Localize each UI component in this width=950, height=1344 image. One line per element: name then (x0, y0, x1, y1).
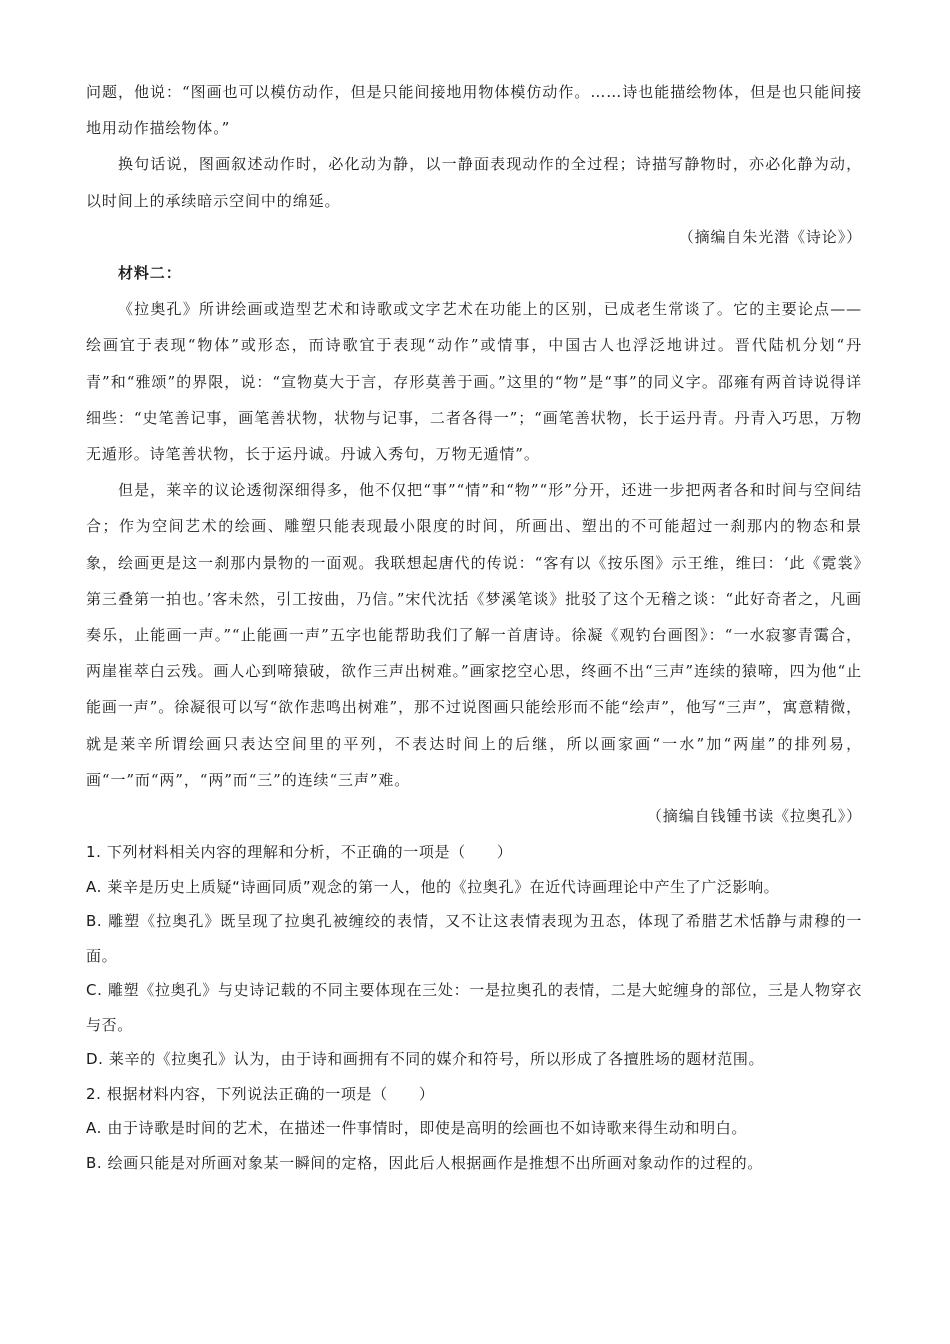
material-one-paragraph: 换句话说，图画叙述动作时，必化动为静，以一静面表现动作的全过程；诗描写静物时，亦必化静为动，以时间上的承续暗示空间中的绵延。 (86, 155, 862, 210)
material-two-paragraph: 但是，莱辛的议论透彻深细得多，他不仅把“事”“情”和“物”“形”分开，还进一步把两者各和时间与空间结合；作为空间艺术的绘画、雕塑只能表现最小限度的时间，所画出、塑出的不可能超过一刹那内的物态和景象，绘画更是这一刹那内景物的一面观。我联想起唐代的传说：“客有以《按乐图》示王维，维曰：‘此《霓裳》第三叠第一拍也。’客未然，引工按曲，乃信。”宋代沈括《梦溪笔谈》批驳了这个无稽之谈：“此好奇者之，凡画奏乐，止能画一声。”“止能画一声”五字也能帮助我们了解一首唐诗。徐凝《观钓台画图》：“一水寂寥青霭合，两崖崔萃白云残。画人心到啼猿破，欲作三声出树难。”画家挖空心思，终画不出“三声”连续的猿啼，四为他“止能画一声”。徐凝很可以写“欲作悲鸣出树难”，那不过说图画只能绘形而不能“绘声”，他写“三声”，寓意精微，就是莱辛所谓绘画只表达空间里的平列，不表达时间上的后继，所以画家画“一水”加“两崖”的排列易，画“一”而“两”，“两”而“三”的连续“三声”难。 (86, 481, 862, 789)
exam-page (86, 74, 862, 1180)
question-1-option-d: D. 莱辛的《拉奥孔》认为，由于诗和画拥有不同的媒介和符号，所以形成了各擅胜场的题材范围。 (86, 1050, 765, 1069)
question-section (86, 835, 862, 1180)
reading-passage (86, 74, 862, 834)
material-one-source: （摘编自朱光潜《诗论》） (678, 227, 862, 246)
question-2-stem: 2. 根据材料内容，下列说法正确的一项是（ ） (86, 1084, 435, 1103)
material-one-paragraph: 问题，他说：“图画也可以模仿动作，但是只能间接地用物体模仿动作。……诗也能描绘物体，但是也只能间接地用动作描绘物体。” (86, 83, 862, 138)
question-1-stem: 1. 下列材料相关内容的理解和分析，不正确的一项是（ ） (86, 843, 513, 862)
question-1-option-b: B. 雕塑《拉奥孔》既呈现了拉奥孔被缠绞的表情，又不让这表情表现为丑态，体现了希腊艺术恬静与肃穆的一面。 (86, 912, 862, 965)
question-1-option-c: C. 雕塑《拉奥孔》与史诗记载的不同主要体现在三处：一是拉奥孔的表情，二是大蛇缠身的部位，三是人物穿衣与否。 (86, 981, 862, 1034)
question-2-option-b: B. 绘画只能是对所画对象某一瞬间的定格，因此后人根据画作是推想不出所画对象动作的过程的。 (86, 1153, 763, 1172)
material-two-paragraph: 《拉奥孔》所讲绘画或造型艺术和诗歌或文字艺术在功能上的区别，已成老生常谈了。它的主要论点——绘画宜于表现“物体”或形态，而诗歌宜于表现“动作”或情事，中国古人也浮泛地讲过。晋代陆机分划“丹青”和“雅颂”的界限，说：“宣物莫大于言，存形莫善于画。”这里的“物”是“事”的同义字。邵雍有两首诗说得详细些：“史笔善记事，画笔善状物，状物与记事，二者各得一”；“画笔善状物，长于运丹青。丹青入巧思，万物无遁形。诗笔善状物，长于运丹诚。丹诚入秀句，万物无遁情”。 (86, 300, 862, 464)
question-2-option-a: A. 由于诗歌是时间的艺术，在描述一件事情时，即使是高明的绘画也不如诗歌来得生动和明白。 (86, 1119, 747, 1138)
material-two-heading: 材料二： (118, 264, 182, 283)
material-two-source: （摘编自钱锺书读《拉奥孔》） (646, 807, 862, 826)
question-1-option-a: A. 莱辛是历史上质疑“诗画同质”观念的第一人，他的《拉奥孔》在近代诗画理论中产生了广泛影响。 (86, 877, 780, 896)
